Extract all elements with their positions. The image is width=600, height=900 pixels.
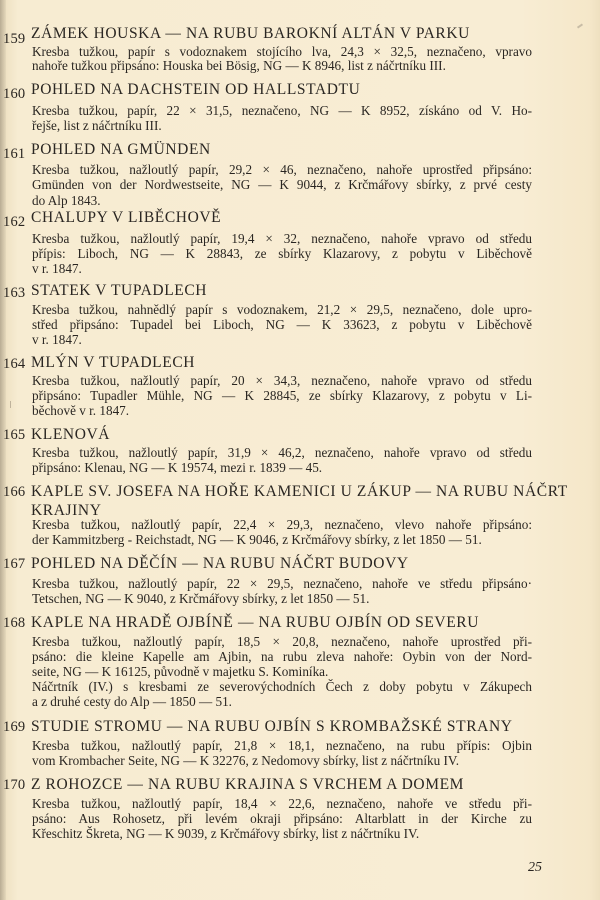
entry-title: POHLED NA GMÜNDEN: [31, 141, 211, 158]
entry-title-continuation: KRAJINY: [31, 502, 102, 519]
entry-line: připsáno: Klenau, NG — K 19574, mezi r. 1839 — 45.: [32, 460, 323, 475]
entry-line: Gmünden von der Nordwestseite, NG — K 9044, z Krčmářovy sbírky, z prvé cesty: [32, 177, 532, 192]
entry-line: Kresba tužkou, nahnědlý papír s vodoznakem, 21,2 × 29,5, neznačeno, dole upro-: [32, 302, 532, 317]
entry-line: Kresba tužkou, papír s vodoznakem stojícího lva, 24,3 × 32,5, neznačeno, vpravo: [32, 44, 532, 59]
sketchbook-note: a z druhé cesty do Alp — 1850 — 51.: [32, 694, 232, 709]
entry-line: střed připsáno: Tupadel bei Liboch, NG — K 33623, z pobytu v Liběchově: [32, 317, 532, 332]
sketchbook-note: Náčrtník (IV.) s kresbami ze severovýchodních Čech z doby pobytu v Zákupech: [32, 679, 532, 694]
entry-number: 165: [3, 427, 26, 443]
entry-title: KAPLE NA HRADĚ OJBÍNĚ — NA RUBU OJBÍN OD SEVERU: [31, 614, 480, 631]
entry-line: Kresba tužkou, nažloutlý papír, 22,4 × 29,3, neznačeno, vlevo nahoře připsáno:: [32, 517, 532, 532]
entry-line: Kresba tužkou, nažloutlý papír, 18,4 × 22,6, neznačeno, nahoře ve středu při-: [32, 796, 532, 811]
entry-number: 160: [3, 86, 26, 102]
entry-line: nahoře tužkou připsáno: Houska bei Bösig, NG — K 8946, list z náčrtníku III.: [32, 58, 446, 73]
entry-number: 167: [3, 556, 26, 572]
entry-line: Kresba tužkou, papír, 22 × 31,5, neznačeno, NG — K 8952, získáno od V. Ho-: [32, 103, 532, 118]
entry-line: běchově v r. 1847.: [32, 403, 130, 418]
entry-line: připsáno: Tupadler Mühle, NG — K 28845, ze sbírky Klazarovy, z pobytu v Li-: [32, 388, 532, 403]
entry-title: KAPLE SV. JOSEFA NA HOŘE KAMENICI U ZÁKUP — NA RUBU NÁČRT: [31, 483, 568, 500]
entry-title: POHLED NA DACHSTEIN OD HALLSTADTU: [31, 81, 361, 98]
entry-line: Kresba tužkou, nažloutlý papír, 20 × 34,3, neznačeno, nahoře vpravo od středu: [32, 373, 532, 388]
entry-line: Kresba tužkou, nažloutlý papír, 22 × 29,5, neznačeno, nahoře ve středu připsáno·: [32, 576, 532, 591]
entry-line: přípis: Liboch, NG — K 28843, ze sbírky Klazarovy, z pobytu v Liběchově: [32, 246, 532, 261]
entry-number: 169: [3, 719, 26, 735]
entry-line: v r. 1847.: [32, 261, 82, 276]
pencil-mark: [577, 23, 583, 28]
entry-number: 164: [3, 356, 26, 372]
entry-title: ZÁMEK HOUSKA — NA RUBU BAROKNÍ ALTÁN V PARKU: [31, 25, 470, 42]
page-number: 25: [528, 860, 542, 875]
gutter-shadow: [0, 0, 6, 900]
entry-line: der Kammitzberg - Reichstadt, NG — K 9046, z Krčmářovy sbírky, z let 1850 — 51.: [32, 532, 482, 547]
entry-line: Kresba tužkou, nažloutlý papír, 18,5 × 20,8, neznačeno, nahoře uprostřed při-: [32, 634, 532, 649]
entry-line: seite, NG — K 16125, původně v majetku S. Kominíka.: [32, 664, 329, 679]
entry-title: STATEK V TUPADLECH: [31, 282, 208, 299]
entry-line: Křeschitz Škreta, NG — K 9039, z Krčmářovy sbírky, list z náčrtníku IV.: [32, 826, 420, 841]
entry-line: v r. 1847.: [32, 332, 82, 347]
entry-title: KLENOVÁ: [31, 426, 111, 443]
entry-number: 170: [3, 777, 26, 793]
entry-line: do Alp 1843.: [32, 193, 101, 208]
entry-number: 161: [3, 146, 26, 162]
entry-number: 168: [3, 615, 26, 631]
entry-title: MLÝN V TUPADLECH: [31, 354, 196, 371]
entry-line: řejše, list z náčrtníku III.: [32, 118, 162, 133]
margin-mark: [10, 401, 11, 408]
entry-title: Z ROHOZCE — NA RUBU KRAJINA S VRCHEM A DOMEM: [31, 776, 465, 793]
entry-line: vom Krombacher Seite, NG — K 32276, z Nedomovy sbírky, list z náčrtníku IV.: [32, 753, 460, 768]
entry-number: 166: [3, 484, 26, 500]
entry-number: 159: [3, 31, 26, 47]
entry-line: Kresba tužkou, nažloutlý papír, 31,9 × 46,2, neznačeno, nahoře vpravo od středu: [32, 445, 532, 460]
entry-line: Kresba tužkou, nažloutlý papír, 21,8 × 18,1, neznačeno, na rubu přípis: Ojbin: [32, 738, 532, 753]
entry-line: psáno: Aus Rohosetz, při levém okraji připsáno: Altarblatt in der Kirche zu: [32, 811, 532, 826]
entry-line: psáno: die kleine Kapelle am Ajbin, na rubu zleva nahoře: Oybin von der Nord-: [32, 649, 532, 664]
entry-title: POHLED NA DĚČÍN — NA RUBU NÁČRT BUDOVY: [31, 555, 409, 572]
entry-title: STUDIE STROMU — NA RUBU OJBÍN S KROMBAŽSKÉ STRANY: [31, 718, 513, 735]
entry-number: 163: [3, 285, 26, 301]
entry-line: Tetschen, NG — K 9040, z Krčmářovy sbírky, z let 1850 — 51.: [32, 591, 370, 606]
entry-line: Kresba tužkou, nažloutlý papír, 29,2 × 46, neznačeno, nahoře uprostřed připsáno:: [32, 162, 532, 177]
entry-title: CHALUPY V LIBĚCHOVĚ: [31, 209, 222, 226]
entry-number: 162: [3, 214, 26, 230]
entry-line: Kresba tužkou, nažloutlý papír, 19,4 × 32, neznačeno, nahoře vpravo od středu: [32, 231, 532, 246]
